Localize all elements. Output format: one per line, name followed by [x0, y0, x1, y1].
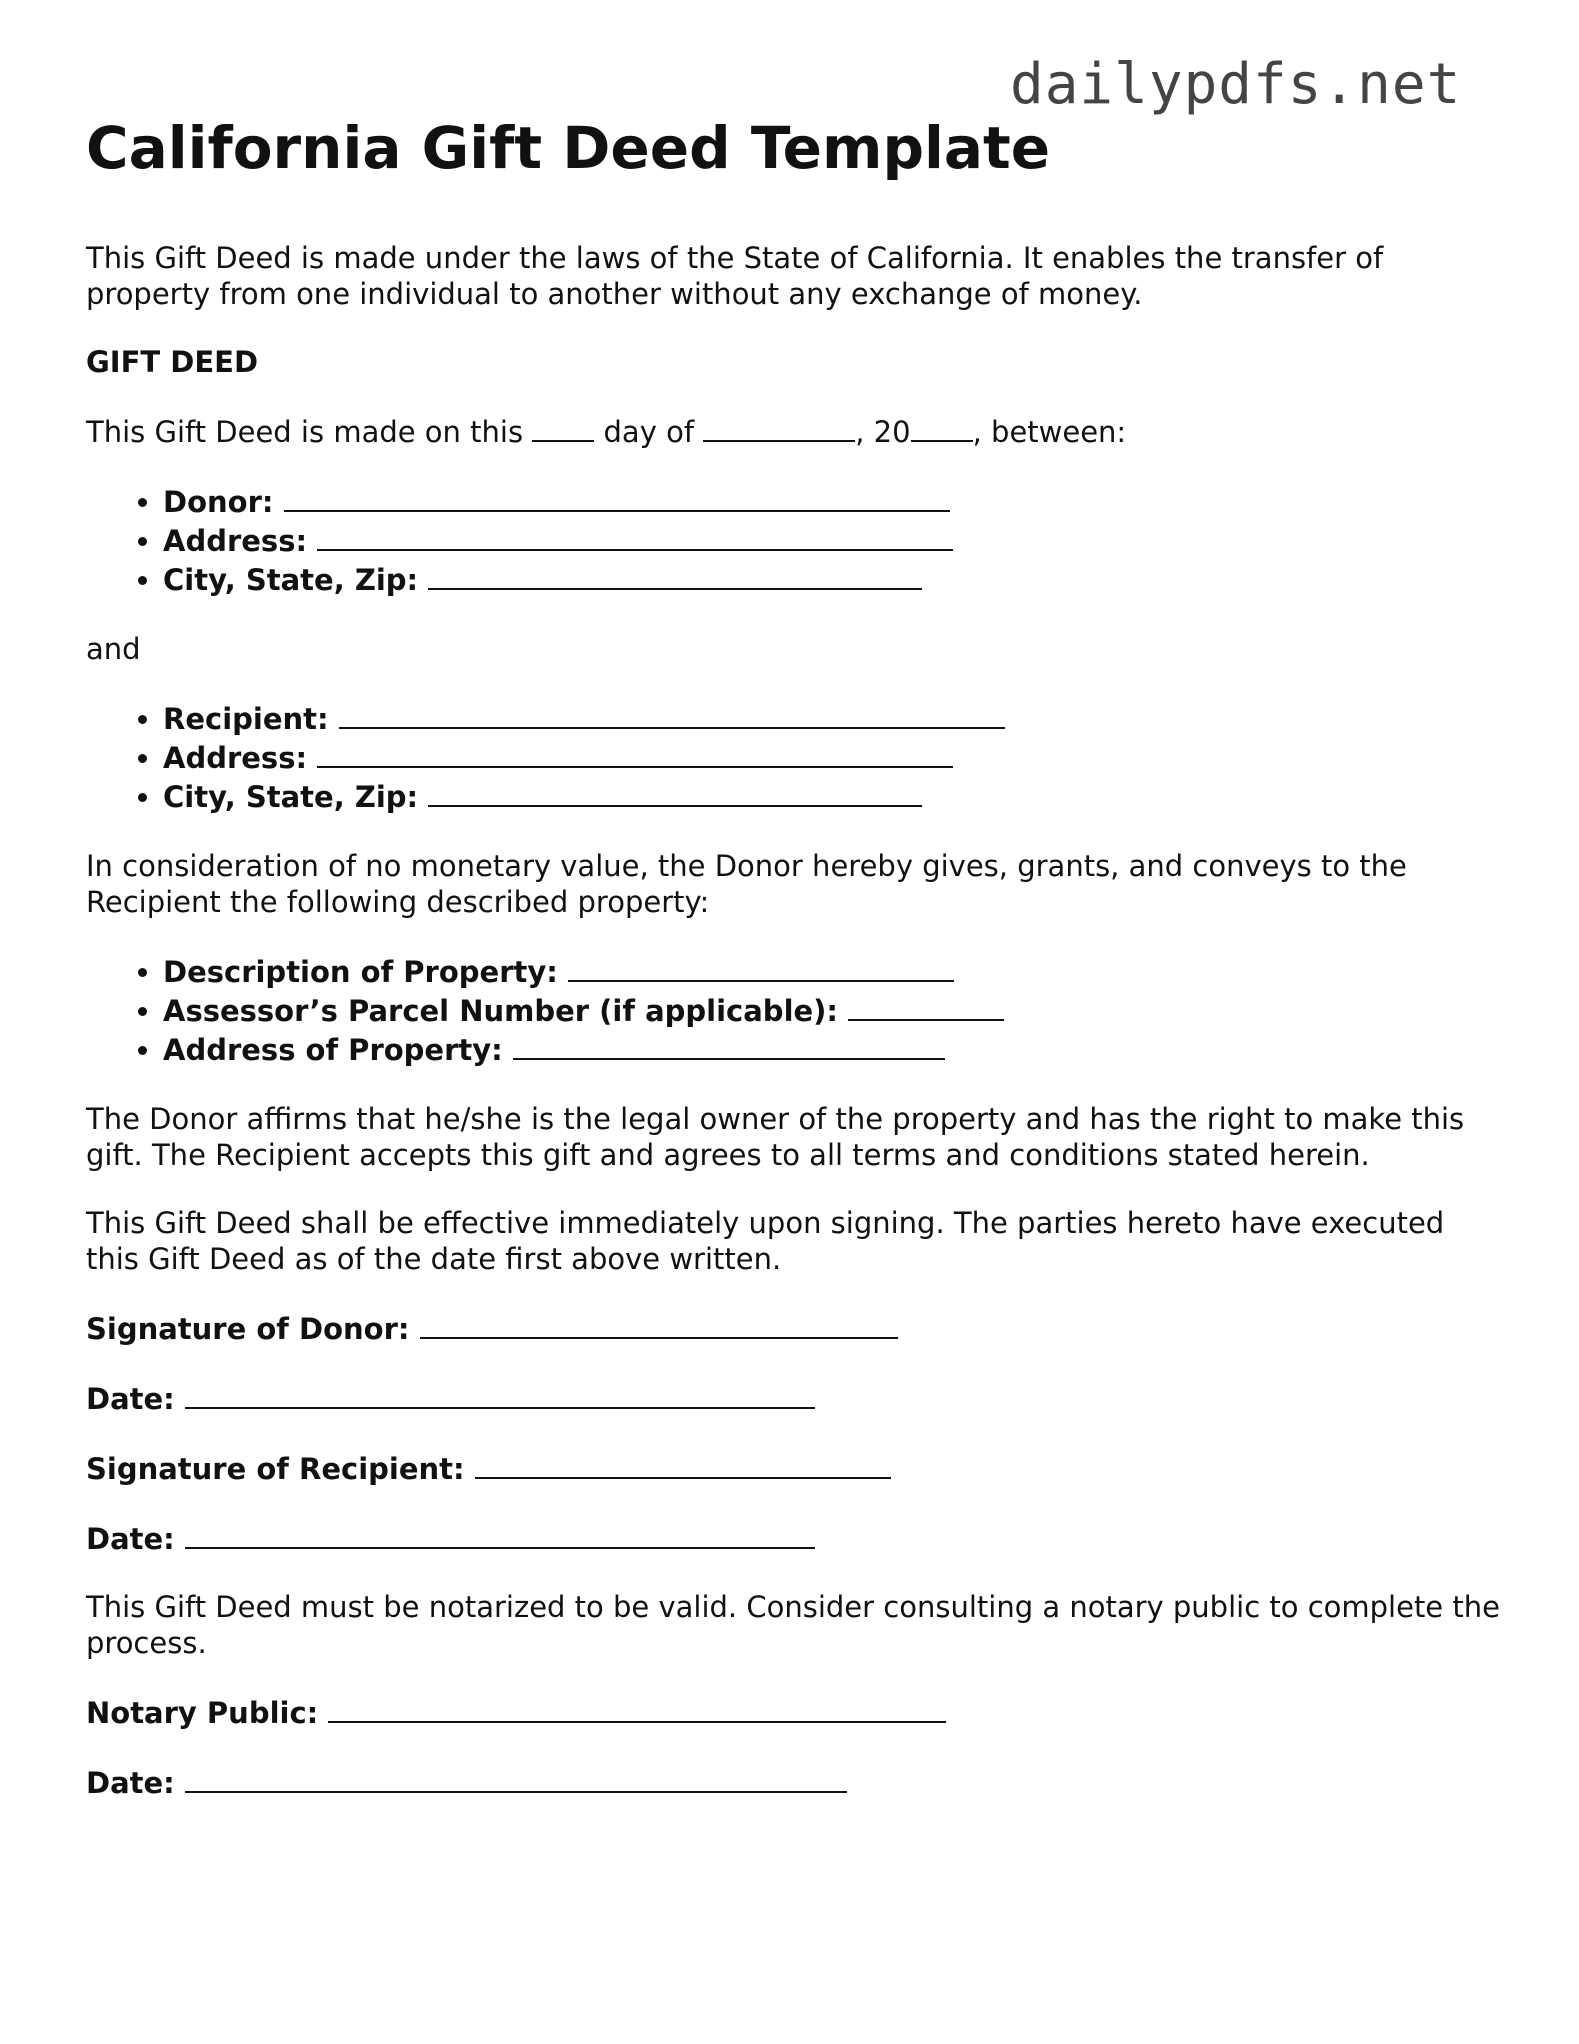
- notary-line: [86, 1693, 1506, 1731]
- recipient-address-item: [163, 738, 1506, 777]
- notary-date-blank[interactable]: [185, 1763, 847, 1793]
- date-sentence-part3: , 20: [855, 415, 911, 449]
- document-page: [86, 108, 1506, 1833]
- donor-address-label: Address:: [163, 524, 308, 558]
- consideration-paragraph: In consideration of no monetary value, the Donor hereby gives, grants, and conveys to the Recipient the following described property:: [86, 849, 1407, 919]
- donor-city-label: City, State, Zip:: [163, 563, 419, 597]
- donor-date-line: [86, 1379, 1506, 1417]
- notary-date-label: Date:: [86, 1766, 175, 1800]
- watermark: dailypdfs.net: [1010, 52, 1462, 117]
- property-description-blank[interactable]: [568, 952, 954, 982]
- and-text: and: [86, 632, 141, 666]
- notary-note-paragraph: This Gift Deed must be notarized to be valid. Consider consulting a notary public to complete the process.: [86, 1590, 1500, 1660]
- donor-address-item: [163, 521, 1506, 560]
- donor-date-blank[interactable]: [185, 1379, 815, 1409]
- property-address-label: Address of Property:: [163, 1033, 503, 1067]
- donor-date-label: Date:: [86, 1382, 175, 1416]
- recipient-name-blank[interactable]: [339, 699, 1005, 729]
- parcel-number-item: [163, 991, 1506, 1030]
- notary-label: Notary Public:: [86, 1696, 319, 1730]
- recipient-date-line: [86, 1519, 1506, 1557]
- property-fields-list: [86, 952, 1506, 1069]
- recipient-city-blank[interactable]: [428, 777, 922, 807]
- donor-name-blank[interactable]: [284, 482, 950, 512]
- property-description-item: [163, 952, 1506, 991]
- donor-address-blank[interactable]: [317, 521, 953, 551]
- date-sentence: [86, 412, 1506, 450]
- day-blank[interactable]: [532, 412, 594, 442]
- donor-label: Donor:: [163, 485, 274, 519]
- recipient-address-label: Address:: [163, 741, 308, 775]
- parcel-number-label: Assessor’s Parcel Number (if applicable):: [163, 994, 839, 1028]
- notary-blank[interactable]: [328, 1693, 946, 1723]
- recipient-date-blank[interactable]: [185, 1519, 815, 1549]
- date-sentence-part4: , between:: [972, 415, 1127, 449]
- donor-signature-line: [86, 1309, 1506, 1347]
- property-description-label: Description of Property:: [163, 955, 558, 989]
- month-blank[interactable]: [703, 412, 855, 442]
- recipient-signature-line: [86, 1449, 1506, 1487]
- recipient-name-item: [163, 699, 1506, 738]
- date-sentence-part1: This Gift Deed is made on this: [86, 415, 524, 449]
- page-title: California Gift Deed Template: [86, 114, 1051, 182]
- recipient-city-label: City, State, Zip:: [163, 780, 419, 814]
- parcel-number-blank[interactable]: [848, 991, 1004, 1021]
- recipient-address-blank[interactable]: [317, 738, 953, 768]
- property-address-item: [163, 1030, 1506, 1069]
- intro-paragraph: This Gift Deed is made under the laws of the State of California. It enables the transfer of property from one individual to another without any exchange of money.: [86, 241, 1384, 311]
- recipient-fields-list: [86, 699, 1506, 816]
- donor-name-item: [163, 482, 1506, 521]
- recipient-signature-label: Signature of Recipient:: [86, 1452, 465, 1486]
- year-blank[interactable]: [911, 412, 973, 442]
- donor-city-item: [163, 560, 1506, 599]
- donor-city-blank[interactable]: [428, 560, 922, 590]
- affirmation-paragraph: The Donor affirms that he/she is the legal owner of the property and has the right to make this gift. The Recipient accepts this gift and agrees to all terms and conditions stated herein.: [86, 1102, 1465, 1172]
- date-sentence-part2: day of: [603, 415, 695, 449]
- recipient-date-label: Date:: [86, 1522, 175, 1556]
- notary-date-line: [86, 1763, 1506, 1801]
- donor-signature-blank[interactable]: [420, 1309, 898, 1339]
- recipient-label: Recipient:: [163, 702, 329, 736]
- donor-signature-label: Signature of Donor:: [86, 1312, 410, 1346]
- recipient-signature-blank[interactable]: [475, 1449, 891, 1479]
- section-heading: GIFT DEED: [86, 345, 259, 379]
- donor-fields-list: [86, 482, 1506, 599]
- property-address-blank[interactable]: [513, 1030, 945, 1060]
- effective-paragraph: This Gift Deed shall be effective immediately upon signing. The parties hereto have executed this Gift Deed as of the date first above written.: [86, 1206, 1445, 1276]
- recipient-city-item: [163, 777, 1506, 816]
